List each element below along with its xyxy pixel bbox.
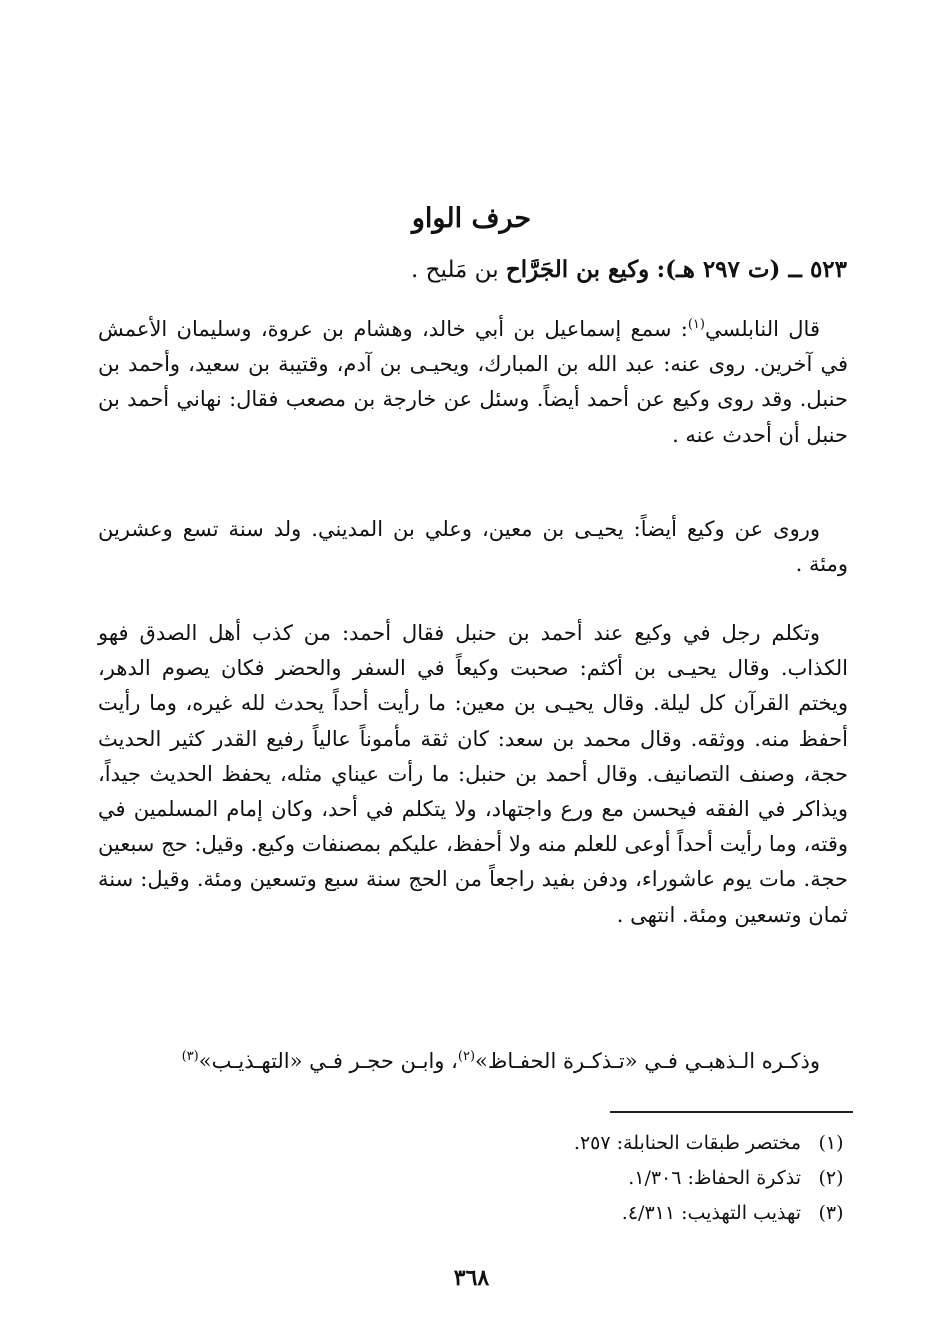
paragraph-1-text-a: قال النابلسي	[704, 317, 820, 341]
footnote-ref-2: (٢)	[457, 1049, 476, 1064]
footnote-ref-1: (١)	[687, 317, 705, 332]
paragraph-2	[98, 512, 848, 582]
page-number: ٣٦٨	[453, 1265, 490, 1291]
paragraph-2-text: وروى عن وكيع أيضاً: يحيـى بن معين، وعلي بن المديني. ولد سنة تسع وعشرين ومئة .	[98, 517, 848, 577]
paragraph-4-text-b: ، وابـن حجـر فـي «التهـذيـب»	[198, 1049, 458, 1073]
footnote-number: (٢)	[818, 1167, 844, 1189]
footnote-divider	[610, 1111, 853, 1113]
footnote-item	[311, 1161, 851, 1196]
paragraph-4	[98, 1044, 848, 1079]
footnotes	[311, 1126, 851, 1231]
paragraph-1	[98, 312, 848, 453]
entry-name: وكيع بن الجَرَّاح	[505, 256, 650, 283]
entry-number: ٥٢٣ ــ (ت ٢٩٧ هـ):	[656, 256, 847, 283]
footnote-text: تهذيب التهذيب: ٤/٣١١.	[621, 1202, 801, 1224]
footnote-text: تذكرة الحفاظ: ١/٣٠٦.	[628, 1167, 801, 1189]
footnote-item	[311, 1196, 851, 1231]
paragraph-4-text-a: وذكـره الـذهبـي فـي «تـذكـرة الحفـاظ»	[475, 1049, 820, 1073]
paragraph-1-text-b: : سمع إسماعيل بن أبي خالد، وهشام بن عروة، وسليمان الأعمش في آخرين. روى عنه: عبد الله بن المبارك، ويحيـى بن آدم، وقتيبة بن سعيد، وأحمد بن حنبل. وقد روى وكيع عن أحمد أيضاً. وسئل عن خارجة بن مصعب فقال: نهاني أحمد بن حنبل أن أحدث عنه .	[98, 317, 848, 447]
footnote-ref-3: (٣)	[181, 1049, 199, 1064]
entry-name-rest: بن مَليح .	[411, 257, 499, 283]
paragraph-3-text: وتكلم رجل في وكيع عند أحمد بن حنبل فقال أحمد: من كذب أهل الصدق فهو الكذاب. وقال يحيـى بن أكثم: صحبت وكيعاً في السفر والحضر فكان يصوم الدهر، ويختم القرآن كل ليلة. وقال يحيـى بن معين: ما رأيت أحداً يحدث لله غيره، وما رأيت أحفظ منه. ووثقه. وقال محمد بن سعد: كان ثقة مأموناً عالياً رفيع القدر كثير الحديث حجة، وصنف التصانيف. وقال أحمد بن حنبل: ما رأت عيناي مثله، يحفظ الحديث جيداً، ويذاكر في الفقه فيحسن مع ورع واجتهاد، ولا يتكلم في أحد، وكان إمام المسلمين في وقته، وما رأيت أحداً أوعى للعلم منه ولا أحفظ، عليكم بمصنفات وكيع. وقيل: حج سبعين حجة. مات يوم عاشوراء، ودفن بفيد راجعاً من الحج سنة سبع وتسعين ومئة. وقيل: سنة ثمان وتسعين ومئة. انتهى .	[98, 621, 848, 927]
footnote-number: (١)	[818, 1132, 844, 1154]
entry-heading	[87, 248, 847, 292]
chapter-title: حرف الواو	[411, 203, 532, 234]
footnote-text: مختصر طبقات الحنابلة: ٢٥٧.	[573, 1132, 801, 1154]
paragraph-3	[98, 616, 848, 933]
footnote-number: (٣)	[818, 1202, 844, 1224]
footnote-item	[311, 1126, 851, 1161]
